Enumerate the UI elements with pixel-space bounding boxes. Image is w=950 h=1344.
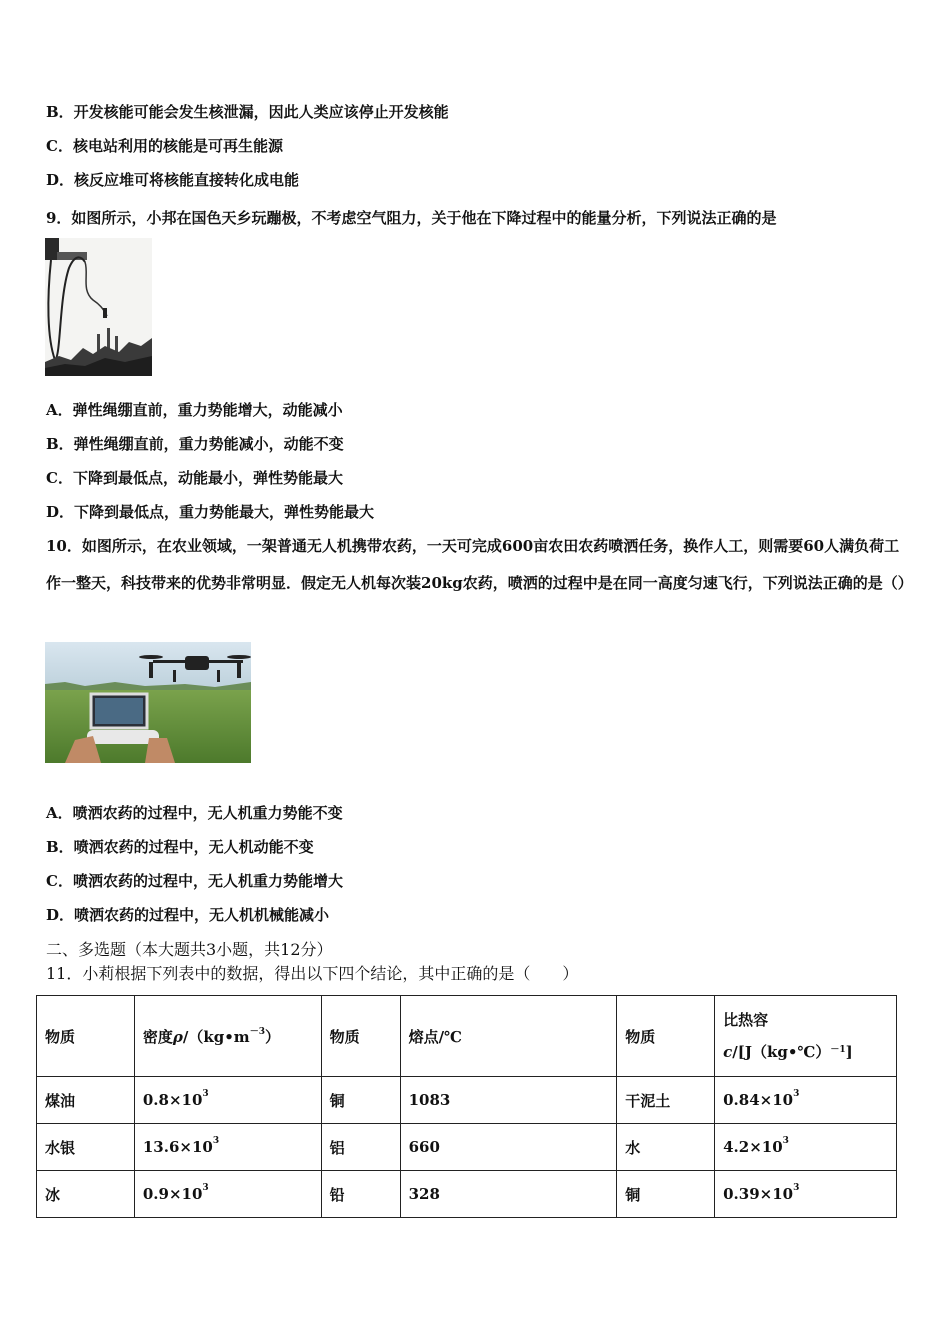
cell-substance: 铅 xyxy=(321,1171,400,1218)
header-substance-2: 物质 xyxy=(321,996,400,1077)
cell-substance: 铜 xyxy=(321,1077,400,1124)
bungee-jump-illustration xyxy=(45,238,152,376)
header-substance-3: 物质 xyxy=(617,996,715,1077)
density-exponent: 3 xyxy=(212,1136,220,1146)
density-value: 0.8×10 xyxy=(142,1091,203,1109)
cell-substance: 冰 xyxy=(37,1171,135,1218)
q10-option-b: B．喷洒农药的过程中，无人机动能不变 xyxy=(46,838,314,856)
q9-option-b: B．弹性绳绷直前，重力势能减小，动能不变 xyxy=(46,435,344,453)
specific-heat-value: 4.2×10 xyxy=(723,1138,783,1156)
q10-option-c: C．喷洒农药的过程中，无人机重力势能增大 xyxy=(46,872,343,890)
q9-stem: 9．如图所示，小邦在国色天乡玩蹦极，不考虑空气阻力，关于他在下降过程中的能量分析，下列说法正确的是 xyxy=(46,209,777,227)
specific-heat-unit-close: ] xyxy=(845,1043,853,1061)
cell-melting-point: 1083 xyxy=(400,1077,617,1124)
specific-heat-exponent: 3 xyxy=(793,1183,800,1193)
drone-illustration xyxy=(45,642,251,763)
cell-density xyxy=(134,1171,321,1218)
cell-specific-heat xyxy=(715,1171,897,1218)
density-unit-exponent: －3 xyxy=(249,1026,265,1037)
section-title: 二、多选题（本大题共3小题，共12分） xyxy=(46,940,333,959)
cell-melting-point: 328 xyxy=(400,1171,617,1218)
bungee-jump-figure xyxy=(45,238,152,376)
density-value: 13.6×10 xyxy=(142,1138,213,1156)
table-header-row xyxy=(37,996,897,1077)
drone-photo xyxy=(45,642,251,763)
cell-substance: 铜 xyxy=(617,1171,715,1218)
density-symbol: ρ xyxy=(172,1027,183,1046)
specific-heat-unit: /[J（kg•℃） xyxy=(732,1043,831,1061)
specific-heat-unit-exponent: －1 xyxy=(830,1045,846,1055)
cell-substance: 干泥土 xyxy=(617,1077,715,1124)
cell-substance: 水银 xyxy=(37,1124,135,1171)
q10-stem: 10．如图所示，在农业领域，一架普通无人机携带农药，一天可完成600亩农田农药喷洒任务，换作人工，则需要60人满负荷工作一整天，科技带来的优势非常明显．假定无人机每次装20kg农药，喷洒的过程中是在同一高度匀速飞行，下列说法正确的是（） xyxy=(46,537,913,592)
cell-substance: 煤油 xyxy=(37,1077,135,1124)
cell-substance: 铝 xyxy=(321,1124,400,1171)
table-row xyxy=(37,1124,897,1171)
specific-heat-label: 比热容 xyxy=(723,1011,769,1029)
cell-specific-heat xyxy=(715,1124,897,1171)
q9-option-a: A．弹性绳绷直前，重力势能增大，动能减小 xyxy=(46,401,343,419)
density-unit: /（kg•m xyxy=(182,1027,250,1046)
density-exponent: 3 xyxy=(202,1089,209,1099)
table-row xyxy=(37,1171,897,1218)
cell-specific-heat xyxy=(715,1077,897,1124)
density-exponent: 3 xyxy=(202,1183,209,1193)
specific-heat-value: 0.39×10 xyxy=(723,1185,794,1203)
cell-substance: 水 xyxy=(617,1124,715,1171)
density-unit-close: ） xyxy=(264,1027,280,1046)
header-substance-1: 物质 xyxy=(37,996,135,1077)
header-melting-point: 熔点/℃ xyxy=(400,996,617,1077)
specific-heat-exponent: 3 xyxy=(782,1136,789,1146)
header-density xyxy=(134,996,321,1077)
q8-option-b: B．开发核能可能会发生核泄漏，因此人类应该停止开发核能 xyxy=(46,103,449,121)
q8-option-c: C．核电站利用的核能是可再生能源 xyxy=(46,137,283,155)
specific-heat-value: 0.84×10 xyxy=(723,1091,794,1109)
data-table xyxy=(36,995,897,1218)
cell-melting-point: 660 xyxy=(400,1124,617,1171)
cell-density xyxy=(134,1124,321,1171)
q9-option-d: D．下降到最低点，重力势能最大，弹性势能最大 xyxy=(46,503,375,521)
table-row xyxy=(37,1077,897,1124)
header-specific-heat xyxy=(715,996,897,1077)
density-value: 0.9×10 xyxy=(142,1185,203,1203)
specific-heat-symbol: c xyxy=(723,1043,733,1061)
q10-option-d: D．喷洒农药的过程中，无人机机械能减小 xyxy=(46,906,330,924)
q8-option-d: D．核反应堆可将核能直接转化成电能 xyxy=(46,171,300,189)
cell-density xyxy=(134,1077,321,1124)
specific-heat-exponent: 3 xyxy=(793,1089,800,1099)
q9-option-c: C．下降到最低点，动能最小，弹性势能最大 xyxy=(46,469,343,487)
density-label: 密度 xyxy=(142,1027,173,1046)
q11-stem: 11．小莉根据下列表中的数据，得出以下四个结论，其中正确的是（ ） xyxy=(46,964,579,983)
q10-option-a: A．喷洒农药的过程中，无人机重力势能不变 xyxy=(46,804,343,822)
